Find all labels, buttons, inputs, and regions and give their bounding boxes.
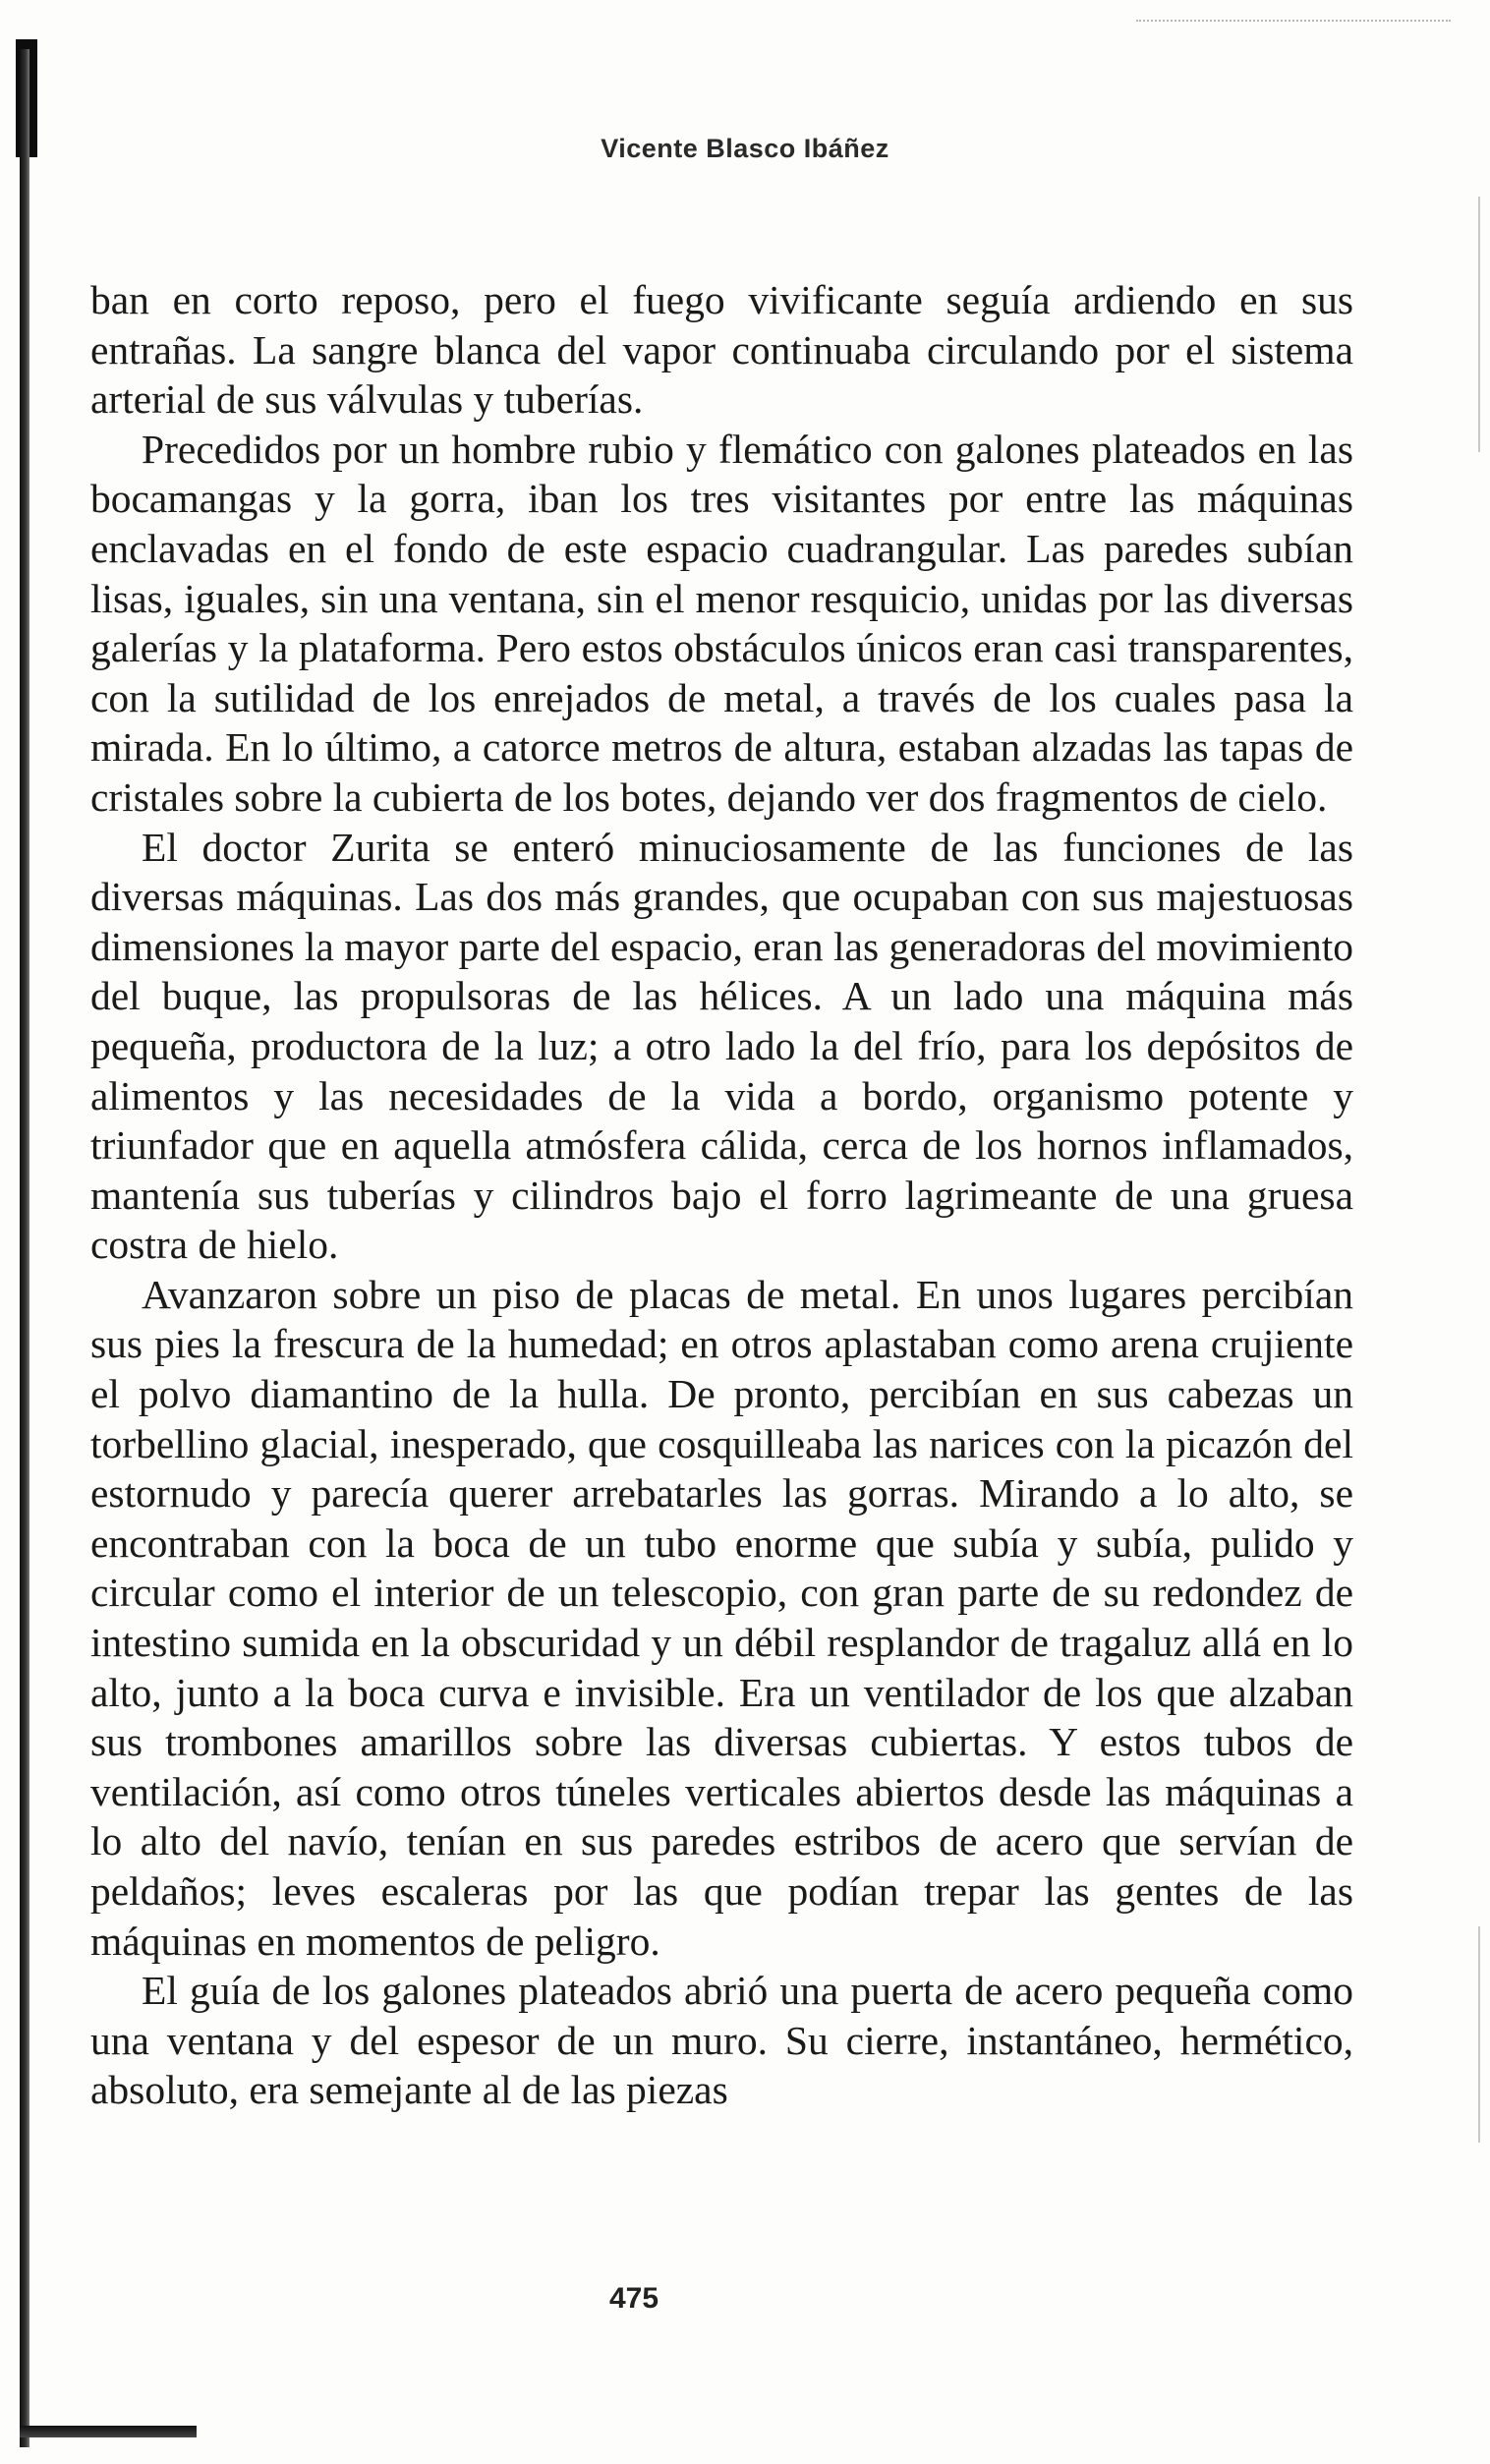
scan-edge-mark (1478, 197, 1480, 452)
binding-shadow-bottom (20, 2426, 197, 2437)
page-number: 475 (608, 2282, 659, 2315)
paragraph: Precedidos por un hombre rubio y flemático con galones plateados en las bocamangas y la gorra, iban los tres visitantes por entre las máquinas enclavadas en el fondo de este espacio cuadrangular. Las paredes subían lisas, iguales, sin una ventana, sin el menor resquicio, unidas por las diversas galerías y la plataforma. Pero estos obstáculos únicos eran casi transparentes, con la sutilidad de los enrejados de metal, a través de los cuales pasa la mirada. En lo último, a catorce metros de altura, estaban alzadas las tapas de cristales sobre la cubierta de los botes, dejando ver dos fragmentos de cielo. (90, 426, 1353, 820)
scan-artifact (1136, 20, 1451, 25)
scan-edge-mark (1478, 1926, 1480, 2143)
paragraph: El doctor Zurita se enteró minuciosamente de las funciones de las diversas máquinas. Las dos más grandes, que ocupaban con sus majestuosas dimensiones la mayor parte del espacio, eran las generadoras del movimiento del buque, las propulsoras de las hélices. A un lado una máquina más pequeña, productora de la luz; a otro lado la del frío, para los depósitos de alimentos y las necesidades de la vida a bordo, organismo potente y triunfador que en aquella atmósfera cálida, cerca de los hornos inflamados, mantenía sus tuberías y cilindros bajo el forro lagrimeante de una gruesa costra de hielo. (90, 824, 1353, 1268)
running-header: Vicente Blasco Ibáñez (601, 134, 889, 163)
binding-edge (20, 49, 29, 2447)
paragraph: El guía de los galones plateados abrió una puerta de acero pequeña como una ventana y del espesor de un muro. Su cierre, instantáneo, hermético, absoluto, era semejante al de las piezas (90, 1968, 1353, 2113)
paragraph: Avanzaron sobre un piso de placas de metal. En unos lugares percibían sus pies la frescura de la humedad; en otros aplastaban como arena crujiente el polvo diamantino de la hulla. De pronto, percibían en sus cabezas un torbellino glacial, inesperado, que cosquilleaba las narices con la picazón del estornudo y parecía querer arrebatarles las gorras. Mirando a lo alto, se encontraban con la boca de un tubo enorme que subía y subía, pulido y circular como el interior de un telescopio, con gran parte de su redondez de intestino sumida en la obscuridad y un débil resplandor de tragaluz allá en lo alto, junto a la boca curva e invisible. Era un ventilador de los que alzaban sus trombones amarillos sobre las diversas cubiertas. Y estos tubos de ventilación, así como otros túneles verticales abiertos desde las máquinas a lo alto del navío, tenían en sus paredes estribos de acero que servían de peldaños; leves escaleras por las que podían trepar las gentes de las máquinas en momentos de peligro. (90, 1271, 1353, 1964)
paragraph: ban en corto reposo, pero el fuego vivificante seguía ardiendo en sus entrañas. La sangre blanca del vapor continuaba circulando por el sistema arterial de sus válvulas y tuberías. (90, 277, 1353, 423)
body-text (90, 275, 1353, 2115)
